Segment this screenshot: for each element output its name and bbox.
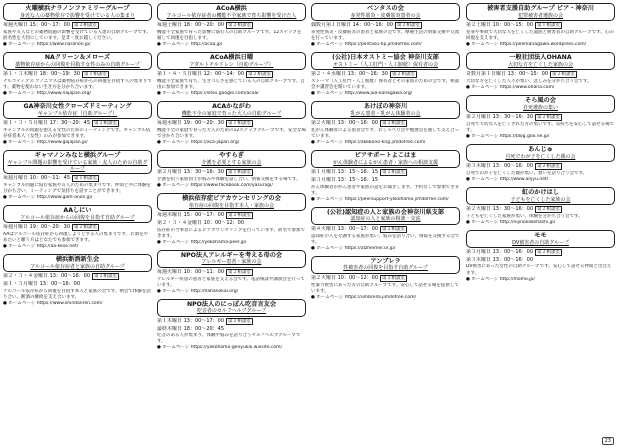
room-tag: 第２相談室 — [74, 23, 98, 28]
meeting-time — [3, 224, 152, 231]
group-description: 介護を担う家族同士が悩みや体験を話し合い、情報交換をする場です。 — [157, 177, 301, 183]
meeting-schedule: 第１・３・５月曜日 17：30～20：45 — [3, 120, 91, 127]
meeting-time — [157, 326, 306, 333]
group-title: ACoA横浜 — [216, 5, 247, 12]
homepage-link[interactable]: ● ホームページ http://momo.jp/ — [466, 276, 535, 282]
group-subtitle: アルコール依存症者と家族の自助グループ — [30, 264, 125, 271]
homepage-link[interactable]: ● ホームページ https://blog.goo.ne.jp/ — [466, 134, 550, 140]
group-description: 乳がん体験者による患者会です。おしゃべり会や勉強会を通して支え合っています。 — [311, 128, 460, 140]
group-title-box — [466, 230, 615, 248]
group-title: ACAかながわ — [212, 103, 251, 111]
room-tag: 第２相談室 — [392, 72, 416, 78]
meeting-schedule: 毎週火曜日 10：00～11：00 — [157, 268, 225, 275]
group-subtitle: 性被害者の回復を目指す自助グループ — [343, 265, 428, 272]
group-entry — [3, 101, 152, 146]
group-description: ギャンブル問題に悩む家族や友人のための集まりです。仲間と共に体験を分かち合い、ミーティングで気持ちを話すことができます。 — [3, 183, 151, 195]
meeting-time — [157, 212, 306, 219]
meeting-time — [157, 318, 306, 325]
column-4 — [466, 3, 615, 286]
room-tag: 第１相談室 — [537, 23, 561, 28]
meeting-schedule: 第１・３月曜日 13：00～16：00 — [3, 281, 81, 288]
group-title-box — [157, 101, 306, 119]
room-tag: 第２相談室 — [382, 226, 406, 232]
page-number: 23 — [602, 437, 614, 445]
group-title: 一般社団法人OHANA — [509, 54, 572, 62]
group-title-box — [466, 144, 615, 162]
group-entry — [311, 52, 460, 97]
group-description: アルコール依存症から回復を目指す本人と家族の会です。例会で体験を語り合い、断酒の継続を支え合います。 — [3, 288, 151, 300]
group-description: ナルコティクス アノニマスは薬物依存症からの回復を目指す人の集まりです。薬物を使わない生き方を分かち合います。 — [3, 79, 152, 91]
group-title-box — [311, 150, 460, 168]
group-title: アンブレラ — [370, 257, 401, 265]
homepage-link[interactable]: ● ホームページ http://hahanokai.org/ — [157, 288, 239, 294]
group-title-box — [3, 3, 152, 21]
room-tag: 第２相談室 — [382, 121, 406, 127]
group-description: 性暴力被害にあった方の自助グループです。安心して話せる場を提供しています。 — [311, 282, 459, 294]
column-2 — [157, 3, 306, 355]
group-entry — [3, 150, 152, 201]
room-tag: 第１相談室 — [228, 170, 252, 176]
group-entry — [466, 95, 615, 140]
room-tag: 第２相談室 — [248, 72, 272, 78]
room-tag: 第２相談室 — [537, 206, 561, 212]
meeting-time — [466, 22, 615, 29]
homepage-link[interactable]: ● ホームページ http://www.najapan.org/ — [3, 91, 91, 97]
meeting-time — [466, 249, 615, 256]
group-title: 横浜断酒新生会 — [55, 256, 100, 264]
group-title-box — [3, 205, 152, 223]
group-entry — [3, 254, 152, 307]
group-title-box — [311, 256, 460, 274]
group-title: そら風の会 — [525, 96, 556, 104]
meeting-schedule: 第２土曜日 10：00～15：00 — [466, 22, 534, 28]
group-entry — [157, 52, 306, 97]
group-title-box — [311, 207, 460, 225]
meeting-schedule: 毎週月曜日 10：00～11：45 — [3, 175, 71, 182]
meeting-schedule: 第２・３・４金曜日 10：00～12：00 — [157, 220, 245, 227]
group-title-box — [466, 95, 615, 113]
meeting-schedule: 第１木曜日 13：00～17：00 — [157, 317, 225, 324]
group-description: 認知症の人を介護する家族が集い、悩みを語り合い、情報を交換する会です。 — [311, 233, 460, 245]
meeting-schedule: 偶数月第１日曜日 14：00～16：00 — [311, 22, 394, 28]
homepage-link[interactable]: ● ホームページ https://aca-japan.org/ — [157, 140, 240, 146]
meeting-schedule: 第２火曜日 13：00～16：00 — [311, 120, 379, 127]
meeting-schedule: 毎週木曜日 15：00～17：00 — [157, 212, 225, 218]
meeting-time — [311, 177, 460, 184]
group-subtitle: 認知症の人と家族の相談・交流 — [350, 216, 421, 223]
homepage-link[interactable]: ● ホームページ https://pentasu-hp.jimdofree.com/ — [311, 42, 422, 48]
group-title: ギャマノンみなと横浜グループ — [34, 152, 121, 160]
homepage-link[interactable]: ● ホームページ http://www.anjyu.net/ — [466, 177, 549, 183]
group-subtitle: アダルトチルドレン（自助グループ） — [189, 61, 274, 68]
meeting-time — [466, 71, 615, 78]
meeting-schedule: 最終木曜日 18：00～20：45 — [157, 325, 225, 332]
group-title: やすらぎ — [219, 152, 244, 160]
group-entry — [157, 250, 306, 295]
group-entry — [3, 52, 152, 97]
meeting-time — [3, 175, 152, 182]
group-subtitle: 身近な人の薬物依存で影響を受けている人の集まり — [19, 12, 135, 19]
column-3 — [311, 3, 460, 305]
room-tag: 第２相談室 — [397, 23, 421, 28]
homepage-link[interactable]: ● ホームページ https://www.facebook.com/yasuragi/ — [157, 183, 273, 189]
group-subtitle: ギャンブル依存症（自助グループ） — [37, 110, 118, 117]
group-description: 大切な方を亡くした人々が集い、悲しみを分かち合う会です。 — [466, 79, 592, 85]
homepage-link[interactable]: ● ホームページ https://www.shindanren.com/ — [3, 301, 103, 306]
group-description: DV被害にあった女性の自助グループです。安心して話せる仲間と出会えます。 — [466, 264, 612, 276]
homepage-link[interactable]: ● ホームページ http://www.gajapan.jp/ — [3, 140, 88, 146]
group-description: 依存症の当事者によるピアカウンセリングを行っています。匿名で参加できます。 — [157, 227, 306, 239]
meeting-schedule: 第３木曜日 13：00～16：00 — [466, 256, 534, 263]
group-entry — [157, 101, 306, 146]
meeting-time — [466, 163, 615, 170]
meeting-schedule: 毎週火曜日 15：00～17：00 — [3, 22, 71, 28]
room-tag: 第２相談室 — [382, 275, 406, 281]
meeting-time — [3, 273, 152, 280]
group-title-box — [3, 52, 152, 70]
group-subtitle: 介護を必要とする家族の会 — [201, 159, 262, 166]
room-tag: 第２相談室 — [228, 318, 252, 324]
meeting-time — [311, 275, 460, 282]
meeting-time — [311, 226, 460, 233]
group-title: AAしにい — [63, 207, 92, 215]
homepage-link[interactable]: ● ホームページ https://akebono-kng.jimdofree.com/ — [311, 140, 426, 146]
meeting-time — [466, 114, 615, 121]
group-title-box — [157, 193, 306, 211]
group-entry — [311, 256, 460, 301]
group-title: (公社)日本オストミー協会 神奈川支部 — [332, 54, 439, 62]
group-title-box — [157, 299, 306, 317]
group-entry — [157, 150, 306, 189]
group-title-box — [311, 52, 460, 70]
meeting-schedule: 毎週土曜日 18：00～20：00 — [157, 22, 225, 28]
group-description: 機能不全家族で育ち、生きづらさを感じている人の自助グループです。自由に参加できます。 — [157, 79, 305, 91]
group-description: 自死でわが子を亡くした親が集い、想いを語り合う会です。 — [466, 171, 588, 177]
meeting-schedule: 第１月曜日 13：15～16：15 — [311, 169, 379, 176]
meeting-schedule: 第２月曜日 13：30～16：30 — [157, 169, 225, 176]
group-entry — [466, 230, 615, 283]
room-tag: 第２相談室 — [537, 114, 561, 120]
group-title: 横浜依存症ピアカウンセリングの会 — [182, 195, 281, 202]
group-entry — [466, 3, 615, 48]
group-subtitle: 子どもを亡くした家族の会 — [510, 196, 571, 203]
meeting-time — [311, 71, 460, 78]
meeting-schedule: 毎週月曜日 19：00～20：30 — [3, 224, 71, 231]
homepage-link[interactable]: ● ホームページ https://peerkanagawa.wordpress.com/ — [466, 42, 587, 48]
group-title-box — [157, 52, 306, 70]
group-description: 子どもを亡くした家族が集い、体験を分かち合う会です。 — [466, 213, 583, 219]
group-entry — [466, 144, 615, 183]
room-tag: 第２相談室 — [537, 163, 561, 169]
room-tag: 第２相談室 — [228, 23, 252, 28]
group-subtitle: アルコール依存症からの回復を目指す自助グループ — [20, 215, 135, 222]
room-tag: 第２相談室 — [94, 274, 118, 280]
meeting-schedule: 第２・４水曜日 13：00～16：30 — [311, 71, 389, 78]
group-title-box — [466, 52, 615, 70]
meeting-schedule: 第２月曜日 13：30～16：30 — [466, 113, 534, 120]
group-subtitle: 吃音者のセルフヘルプグループ — [196, 308, 267, 315]
group-subtitle: オストミー（人工肛門・人工膀胱）保有者の会 — [333, 61, 438, 68]
room-tag: 第２相談室 — [228, 213, 252, 218]
group-entry — [311, 207, 460, 252]
homepage-link[interactable]: ● ホームページ https://peersupport-yokohama.jimdofree.com/ — [311, 196, 449, 202]
group-entry — [311, 3, 460, 48]
group-title-box — [466, 187, 615, 205]
group-description: がん体験者ががん患者や家族の話をお聞きします。予約なしで参加できます。 — [311, 184, 460, 196]
group-entry — [157, 299, 306, 352]
group-subtitle: アルコール依存症者の機能不全家族で育ち影響を受けた人 — [166, 12, 297, 19]
group-title-box — [157, 250, 306, 268]
group-title: ベンタスの会 — [367, 5, 404, 12]
meeting-schedule: 第２火曜日 13：30～16：00 — [466, 205, 534, 212]
group-title-box — [157, 3, 306, 21]
group-title: ピアサポートよこはま — [354, 152, 417, 160]
group-subtitle: 自死でわが子を亡くした親の会 — [505, 153, 576, 160]
group-title: GA神奈川女性クローズドミーティング — [23, 103, 132, 111]
homepage-link[interactable]: ● ホームページ http://www.gam-anon.jp/ — [3, 195, 93, 201]
group-subtitle: ギャンブル問題の影響を受けている家族・友人のための自助グループ — [7, 159, 148, 173]
group-title: 火曜横浜ナラノンファミリーグループ — [25, 5, 130, 12]
group-subtitle: 自死遺族の集い — [522, 104, 558, 111]
room-tag: 第２相談室 — [537, 249, 561, 255]
room-tag: 第２相談室 — [552, 72, 576, 78]
group-title-box — [157, 150, 306, 168]
group-entry — [311, 101, 460, 146]
group-entry — [466, 52, 615, 91]
group-title: ACoA横浜日曜 — [209, 54, 254, 62]
group-title: あけぼの神奈川 — [363, 103, 408, 111]
group-description: 機能不全家族で育った影響に悩む人の自助グループです。12ステップを通して回復を目指します。 — [157, 30, 302, 42]
meeting-time — [311, 120, 460, 127]
group-title: (公社)認知症の人と家族の会神奈川県支部 — [326, 208, 445, 216]
room-tag: 第２相談室 — [74, 225, 98, 231]
group-title: 虹のかけはし — [521, 188, 560, 196]
room-tag: 第１相談室 — [228, 121, 252, 127]
group-title-box — [311, 101, 460, 119]
meeting-time — [157, 22, 306, 29]
homepage-link[interactable]: ● ホームページ https://umbrella.jimdofree.com/ — [311, 294, 417, 300]
group-subtitle: 薬物依存症からの回復を目指す女性のみの自助グループ — [15, 61, 140, 68]
meeting-time — [466, 206, 615, 213]
homepage-link[interactable]: ● ホームページ https://www.naranon.jp/ — [3, 42, 91, 48]
room-tag: 第２相談室 — [228, 269, 252, 275]
group-entry — [311, 150, 460, 203]
meeting-schedule: 奇数月第１日曜日 13：00～15：00 — [466, 71, 549, 78]
group-entry — [157, 193, 306, 246]
group-subtitle: 多発性筋炎・皮膚筋炎患者の会 — [350, 12, 421, 19]
homepage-link[interactable]: ● ホームページ http://aa-kkse.net/ — [3, 244, 79, 250]
homepage-link[interactable]: ● ホームページ https://sites.google.com/acoa/ — [157, 91, 259, 97]
group-title-box — [3, 101, 152, 119]
group-description: 機能不全の家庭で育った大人のための12ステップグループです。安全な場で分かち合います。 — [157, 128, 306, 140]
group-description: AAはアルコール依存症から回復しようとする人の集まりです。お酒をやめたいと願う方はどなたでも参加できます。 — [3, 232, 149, 244]
homepage-link[interactable]: ● ホームページ https://alzheimer.or.jp/ — [311, 245, 396, 251]
meeting-schedule: 第３月曜日 13：15～16：15 — [311, 177, 379, 184]
group-entry — [466, 187, 615, 226]
group-title-box — [466, 3, 615, 21]
meeting-schedule: 第２火曜日 10：00～12：00 — [311, 274, 379, 281]
group-subtitle: 犯罪被害者遺族の会 — [517, 12, 563, 19]
group-description: ギャンブルの問題を抱える女性のためのミーティングです。ギャンブル依存症者本人（女性）のみが参加できます。 — [3, 128, 151, 140]
group-subtitle: アレルギー患者・家族の会 — [201, 259, 262, 266]
homepage-link[interactable]: ● ホームページ http://yokohama-peer.jp/ — [157, 239, 247, 245]
meeting-time — [157, 269, 306, 276]
group-description: 吃音のある人が集まり、体験や悩みを語り合うセルフヘルプグループです。 — [157, 333, 301, 345]
group-title: NPO法人のにっぽん吃音言友会 — [186, 300, 277, 308]
group-description: アレルギー疾患の患者と家族を支える会です。電話相談や講演会を行っています。 — [157, 276, 305, 288]
group-title: 被害者支援自助グループ ピア・神奈川 — [487, 5, 594, 12]
meeting-schedule: 第３木曜日 13：00～16：00 — [466, 162, 534, 169]
group-title: モモ — [534, 231, 547, 239]
homepage-link[interactable]: ● ホームページ http://www.joa-kanagawa.org/ — [311, 91, 413, 97]
room-tag: 第１相談室 — [84, 72, 108, 78]
group-description: 家族や友人などの薬物問題の影響を受けている人達の自助グループです。匿名性を大切にしています。是非一度お越しください。 — [3, 30, 151, 42]
meeting-time — [157, 220, 306, 227]
room-tag: 第２相談室 — [382, 170, 406, 176]
group-description: 多発性筋炎・皮膚筋炎の患者と家族の会です。療養生活の情報交換や交流を行っています。 — [311, 30, 460, 42]
group-description: 自死で大切な人を亡くされた方の集いです。気持ちを安心して話せる場です。 — [466, 122, 615, 134]
meeting-schedule: 第２・３・４金曜日 13：00～16：00 — [3, 273, 91, 280]
group-title-box — [3, 150, 152, 174]
room-tag: 第１相談室 — [74, 176, 98, 182]
meeting-time — [157, 71, 306, 78]
meeting-time — [3, 71, 152, 78]
meeting-time — [3, 22, 152, 29]
meeting-time — [3, 281, 152, 288]
group-entry — [157, 3, 306, 48]
meeting-schedule: 第３月曜日 13：00～16：00 — [466, 248, 534, 255]
homepage-link[interactable]: ● ホームページ http://nijinokakehashi.jp/ — [466, 220, 556, 226]
meeting-time — [311, 22, 460, 29]
meeting-time — [466, 257, 615, 264]
group-title-box — [3, 254, 152, 272]
homepage-link[interactable]: ● ホームページ https://yokohama-genyukai.wixsite.com/ — [157, 345, 283, 351]
group-title: あんじゅ — [528, 145, 553, 153]
meeting-schedule: 第１・３木曜日 18：00～19：30 — [3, 71, 81, 78]
column-1 — [3, 3, 152, 311]
group-subtitle: 依存症の回復を目指す本人・家族の会 — [188, 202, 274, 209]
meeting-time — [3, 120, 152, 127]
meeting-time — [311, 169, 460, 176]
meeting-time — [157, 120, 306, 127]
homepage-link[interactable]: ● ホームページ http://acoa.jp/ — [157, 42, 223, 48]
group-title-box — [311, 3, 460, 21]
group-title: NPO法人アレルギーを考える母の会 — [180, 251, 283, 259]
group-subtitle: がん体験者によるがん患者・家族への相談支援 — [332, 159, 438, 166]
group-entry — [3, 3, 152, 48]
group-description: ストーマ（人工肛門・人工膀胱）保有者とその家族のための会です。相談会や講習会を開いています。 — [311, 79, 460, 91]
group-subtitle: DV被害者の自助グループ — [512, 239, 569, 246]
room-tag: 第２相談室 — [94, 121, 118, 127]
meeting-time — [157, 169, 306, 176]
group-title: NAクリーン＆メローズ — [44, 54, 111, 62]
meeting-schedule: 第４火曜日 13：00～17：00 — [311, 225, 379, 232]
group-subtitle: 乳がん患者・乳がん体験者の会 — [350, 110, 421, 117]
group-description: 犯罪や事故で大切な人を亡くした遺族と被害者の自助グループです。心の回復を支えます。 — [466, 30, 614, 42]
meeting-schedule: 第１・４・５日曜日 12：00～14：00 — [157, 71, 245, 78]
meeting-schedule: 毎週水曜日 19：00～20：30 — [157, 120, 225, 127]
group-entry — [3, 205, 152, 250]
group-subtitle: 大切な方を亡くした家族の会 — [507, 61, 573, 68]
homepage-link[interactable]: ● ホームページ https://www.ohana.com/ — [466, 85, 555, 91]
group-subtitle: 機能不全の家庭で育った大人の自助グループ — [181, 110, 282, 117]
